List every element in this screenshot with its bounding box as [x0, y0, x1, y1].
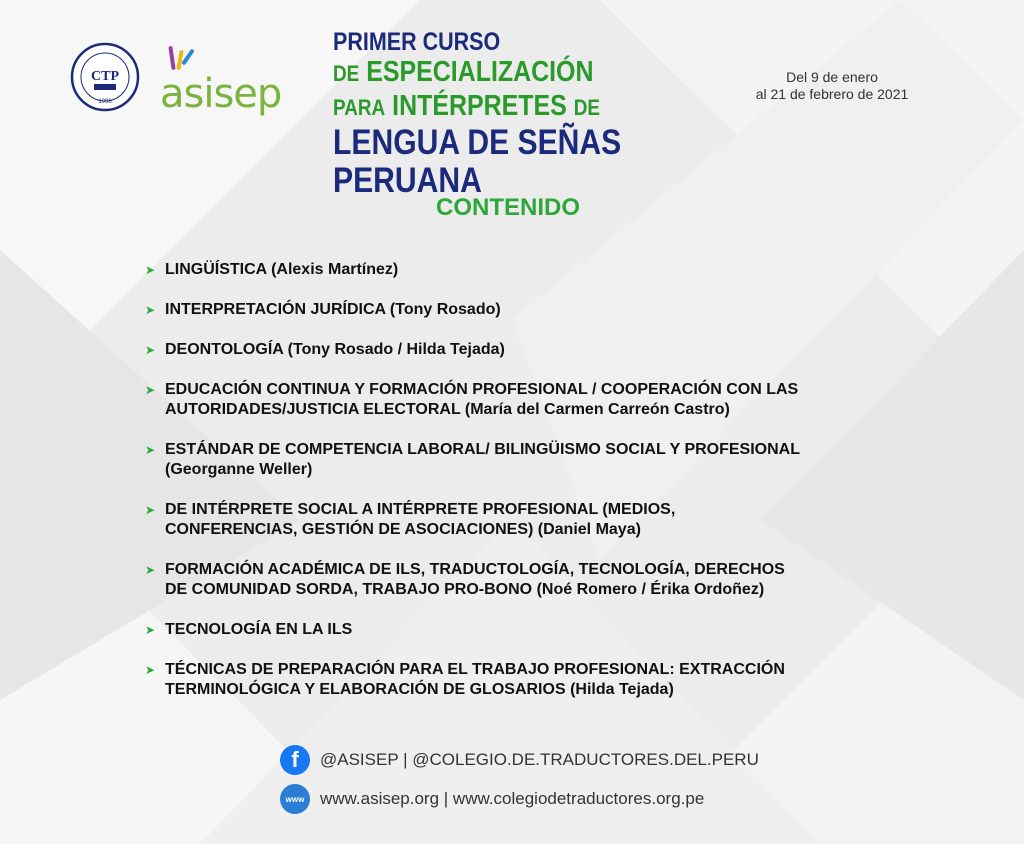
- arrow-bullet-icon: ➤: [145, 383, 156, 397]
- arrow-bullet-icon: ➤: [145, 303, 156, 317]
- svg-text:1996: 1996: [98, 99, 112, 105]
- section-title: CONTENIDO: [436, 194, 580, 221]
- list-item: ➤ TECNOLOGÍA EN LA ILS: [145, 621, 353, 638]
- list-item: ➤ TÉCNICAS DE PREPARACIÓN PARA EL TRABAJO PROFESIONAL: EXTRACCIÓN TERMINOLÓGICA Y ELABORACIÓN DE GLOSARIOS (Hilda Tejada): [145, 661, 785, 698]
- list-item: ➤ DE INTÉRPRETE SOCIAL A INTÉRPRETE PROFESIONAL (MEDIOS, CONFERENCIAS, GESTIÓN DE ASOCIACIONES) (Daniel Maya): [145, 501, 676, 538]
- list-item: ➤ EDUCACIÓN CONTINUA Y FORMACIÓN PROFESIONAL / COOPERACIÓN CON LAS AUTORIDADES/JUSTICIA ELECTORAL (María del Carmen Carreón Castro): [145, 381, 799, 418]
- course-title: [333, 28, 660, 200]
- arrow-bullet-icon: ➤: [145, 563, 156, 577]
- asisep-wordmark: asisep: [160, 71, 282, 117]
- title-line-2: DE ESPECIALIZACIÓN: [333, 56, 594, 88]
- websites: [280, 784, 704, 814]
- social-handles-text: @ASISEP | @COLEGIO.DE.TRADUCTORES.DEL.PERU: [320, 750, 759, 769]
- list-item: ➤ DEONTOLOGÍA (Tony Rosado / Hilda Tejada): [145, 341, 505, 358]
- course-dates: Del 9 de enero al 21 de febrero de 2021: [755, 69, 909, 102]
- social-handles: [280, 745, 759, 775]
- list-item: ➤ INTERPRETACIÓN JURÍDICA (Tony Rosado): [145, 301, 501, 318]
- arrow-bullet-icon: ➤: [145, 623, 156, 637]
- asisep-logo: [160, 44, 300, 116]
- arrow-bullet-icon: ➤: [145, 343, 156, 357]
- list-item: ➤ ESTÁNDAR DE COMPETENCIA LABORAL/ BILINGÜISMO SOCIAL Y PROFESIONAL (Georganne Weller): [145, 441, 800, 478]
- websites-text: www.asisep.org | www.colegiodetraductores.org.pe: [320, 789, 705, 808]
- arrow-bullet-icon: ➤: [145, 263, 156, 277]
- title-line-1: PRIMER CURSO: [333, 28, 501, 56]
- ctp-logo: [70, 42, 140, 112]
- title-line-3: PARA INTÉRPRETES DE: [333, 90, 600, 122]
- list-item: ➤ LINGÜÍSTICA (Alexis Martínez): [145, 261, 399, 278]
- www-globe-icon[interactable]: www: [280, 784, 310, 814]
- content-list: [145, 260, 905, 700]
- facebook-icon[interactable]: f: [280, 745, 310, 775]
- svg-text:CTP: CTP: [91, 69, 119, 84]
- arrow-bullet-icon: ➤: [145, 663, 156, 677]
- list-item: ➤ FORMACIÓN ACADÉMICA DE ILS, TRADUCTOLOGÍA, TECNOLOGÍA, DERECHOS DE COMUNIDAD SORDA, TRABAJO PRO-BONO (Noé Romero / Érika Ordoñez): [145, 561, 785, 598]
- arrow-bullet-icon: ➤: [145, 503, 156, 517]
- title-line-4: LENGUA DE SEÑAS PERUANA: [333, 123, 622, 200]
- arrow-bullet-icon: ➤: [145, 443, 156, 457]
